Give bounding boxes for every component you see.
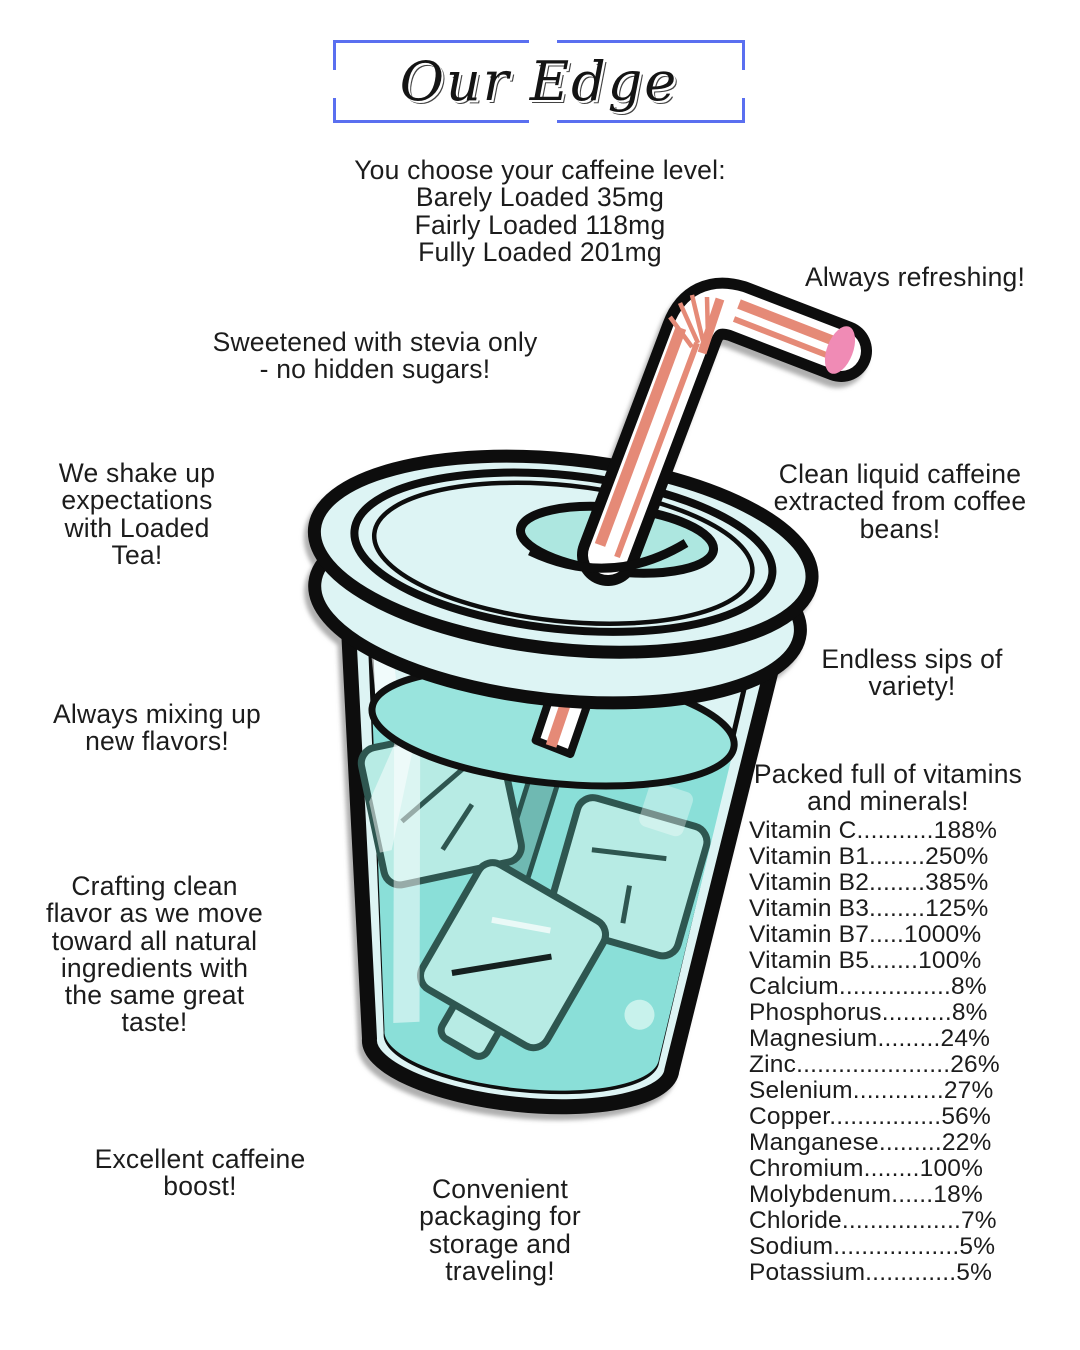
title-border-gap [740, 70, 746, 98]
callout-line: variety! [868, 671, 956, 702]
callout-line: new flavors! [85, 726, 229, 757]
callout-crafting [22, 873, 287, 1037]
callout-stevia [175, 329, 575, 384]
callout-caffeine-boost [60, 1146, 340, 1201]
vitamin-line: Copper................56% [749, 1102, 991, 1130]
callout-line: the same great [64, 980, 245, 1011]
title-box[interactable] [333, 40, 745, 123]
callout-line: Clean liquid caffeine [778, 459, 1022, 489]
callout-line: Sweetened with stevia only [212, 327, 538, 357]
callout-line: traveling! [445, 1255, 555, 1286]
callout-packaging [385, 1176, 615, 1285]
callout-line: Endless sips of [821, 644, 1003, 674]
vitamins-items [727, 818, 1049, 1286]
callout-mixing-flavors [27, 701, 287, 756]
vitamin-line: Vitamin C...........188% [749, 816, 998, 844]
vitamins-heading-line: Packed full of vitamins [753, 759, 1023, 789]
vitamin-line: Manganese.........22% [749, 1128, 992, 1156]
callout-line: with Loaded [64, 512, 210, 543]
callout-line: - no hidden sugars! [259, 354, 491, 385]
callout-line: toward all natural [51, 925, 258, 956]
vitamin-line: Calcium................8% [749, 972, 987, 1000]
vitamins-heading [727, 761, 1049, 816]
callout-clean-caffeine [735, 461, 1065, 543]
vitamin-line: Chloride.................7% [749, 1206, 997, 1234]
callout-line: flavor as we move [46, 898, 263, 929]
callout-line: expectations [61, 485, 213, 516]
callout-line: Fully Loaded 201mg [418, 236, 662, 267]
vitamins-heading-line: and minerals! [807, 786, 969, 817]
title-border-gap [529, 118, 557, 124]
vitamin-line: Molybdenum......18% [749, 1180, 983, 1208]
callout-shake-up [27, 460, 247, 569]
callout-caffeine-levels [290, 157, 790, 266]
callout-line: packaging for [419, 1201, 581, 1232]
vitamin-line: Vitamin B3........125% [749, 894, 989, 922]
callout-line: storage and [428, 1228, 572, 1259]
callout-line: We shake up [58, 458, 216, 488]
vitamin-line: Magnesium.........24% [749, 1024, 991, 1052]
callout-line: ingredients with [60, 952, 249, 983]
page-title: Our Edge [399, 50, 679, 113]
callout-line: Crafting clean [71, 871, 238, 901]
callout-line: Always refreshing! [804, 262, 1026, 292]
callout-line: Tea! [111, 539, 163, 570]
callout-endless-sips [787, 646, 1037, 701]
title-border-gap [529, 39, 557, 45]
callout-line: extracted from coffee [773, 486, 1027, 517]
vitamin-line: Potassium.............5% [749, 1258, 993, 1286]
callout-always-refreshing [770, 264, 1060, 291]
vitamin-line: Sodium..................5% [749, 1232, 996, 1260]
callout-line: You choose your caffeine level: [354, 155, 726, 185]
callout-line: beans! [859, 513, 941, 544]
callout-line: Always mixing up [53, 699, 261, 729]
callout-line: taste! [121, 1007, 188, 1038]
vitamin-line: Selenium.............27% [749, 1076, 994, 1104]
vitamin-line: Vitamin B7.....1000% [749, 920, 982, 948]
callout-line: boost! [163, 1171, 237, 1202]
callout-line: Barely Loaded 35mg [415, 182, 665, 213]
callout-line: Fairly Loaded 118mg [414, 209, 666, 240]
callout-line: Excellent caffeine [94, 1144, 306, 1174]
vitamins-panel [727, 761, 1049, 1286]
vitamin-line: Vitamin B2........385% [749, 868, 989, 896]
vitamin-line: Vitamin B5.......100% [749, 946, 982, 974]
callout-line: Convenient [431, 1174, 569, 1204]
vitamin-line: Vitamin B1........250% [749, 842, 989, 870]
vitamin-line: Chromium........100% [749, 1154, 984, 1182]
vitamin-line: Phosphorus..........8% [749, 998, 988, 1026]
vitamin-line: Zinc......................26% [749, 1050, 1000, 1078]
title-border-gap [332, 70, 338, 98]
